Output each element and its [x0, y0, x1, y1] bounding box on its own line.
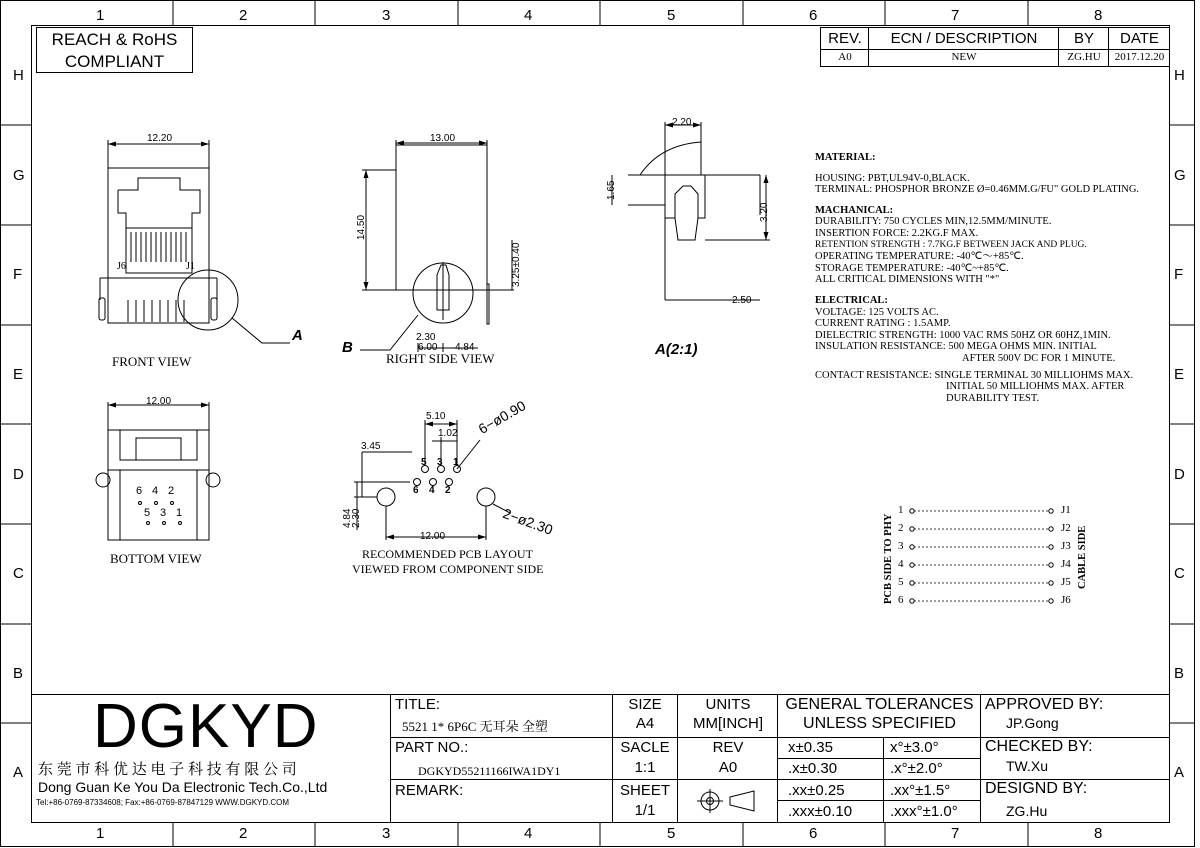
wire-right-j1: J1 [1061, 504, 1071, 516]
dim-detail-left: 1.65 [606, 180, 617, 200]
bottom-pin-4: 4 [152, 485, 159, 497]
ecn-value: NEW [951, 51, 977, 63]
callout-a: A [292, 327, 303, 344]
zone-col-7: 7 [951, 7, 960, 24]
sheet-value: 1/1 [634, 802, 656, 819]
rev-header: REV. [828, 30, 862, 47]
zone-col-4-bottom: 4 [524, 825, 533, 842]
note-durability: DURABILITY: 750 CYCLES MIN,12.5MM/MINUTE. [815, 216, 1052, 228]
wire-left-1: 1 [898, 504, 904, 516]
zone-row-c-right: C [1174, 565, 1185, 582]
note-insertion: INSERTION FORCE: 2.2KG.F MAX. [815, 227, 979, 239]
zone-row-h: H [13, 67, 24, 84]
size-label: SIZE [628, 696, 662, 713]
zone-row-d-right: D [1174, 466, 1185, 483]
wire-right-j6: J6 [1061, 594, 1071, 606]
dim-bottom-width: 12.00 [146, 396, 172, 407]
wiring-cable-side-label: CABLE SIDE [1077, 525, 1088, 589]
wiring-pcb-side-label: PCB SIDE TO PHY [883, 513, 894, 604]
pcb-pin-6: 6 [413, 485, 419, 496]
zone-col-6: 6 [809, 7, 818, 24]
front-label-j1: J1 [186, 261, 195, 272]
tolerances-title-2: UNLESS SPECIFIED [803, 715, 956, 732]
projection-symbol-icon [697, 789, 754, 813]
bottom-pin-6: 6 [136, 485, 143, 497]
note-contact-2: INITIAL 50 MILLIOHMS MAX. AFTER [946, 381, 1125, 393]
zone-col-7-bottom: 7 [951, 825, 960, 842]
bottom-view-drawing [96, 402, 220, 540]
dim-right-b2: 6.00 [418, 342, 438, 353]
pcb-pin-3: 3 [437, 457, 443, 468]
ecn-header: ECN / DESCRIPTION [890, 30, 1038, 47]
zone-row-a: A [13, 764, 24, 781]
dim-pcb-102: 1.02 [438, 428, 458, 439]
pcb-small-holes-note: 6−ø0.90 [475, 397, 529, 437]
bottom-pin-5: 5 [144, 507, 151, 519]
title-label: TITLE: [395, 696, 441, 713]
front-label-j6: J6 [117, 261, 126, 272]
pcb-layout-title-line1: RECOMMENDED PCB LAYOUT [362, 547, 533, 561]
zone-row-b-right: B [1174, 665, 1185, 682]
callout-b: B [342, 339, 353, 356]
note-dielectric: DIELECTRIC STRENGTH: 1000 VAC RMS 50HZ OR 60HZ,1MIN. [815, 329, 1111, 341]
bottom-pin-2: 2 [168, 485, 175, 497]
tolerance-linear-3: .xxx±0.10 [788, 803, 853, 820]
designed-value: ZG.Hu [1006, 803, 1048, 819]
dim-detail-top: 2.20 [672, 117, 692, 128]
bottom-pin-3: 3 [160, 507, 167, 519]
tolerance-angular-2: .xx°±1.5° [890, 782, 951, 799]
wire-right-j3: J3 [1061, 540, 1071, 552]
spec-notes [815, 152, 1139, 404]
right-side-view-title: RIGHT SIDE VIEW [386, 351, 495, 366]
wiring-diagram [914, 511, 1048, 601]
compliance-line2: COMPLIANT [64, 52, 165, 71]
dim-pcb-484: 4.84 [342, 508, 353, 528]
wire-right-j4: J4 [1061, 558, 1071, 570]
tolerance-linear-0: x±0.35 [788, 739, 833, 756]
wire-left-3: 3 [898, 540, 904, 552]
dim-right-b3: 4.84 [455, 342, 475, 353]
zone-col-1: 1 [96, 7, 105, 24]
note-critical: ALL CRITICAL DIMENSIONS WITH "*" [815, 274, 1000, 286]
zone-col-3-bottom: 3 [382, 825, 391, 842]
designed-label: DESIGND BY: [985, 780, 1088, 797]
dim-pcb-510: 5.10 [426, 411, 446, 422]
units-label: UNITS [705, 696, 751, 713]
tolerance-angular-3: .xxx°±1.0° [890, 803, 958, 820]
company-name-cn: 东 莞 市 科 优 达 电 子 科 技 有 限 公 司 [38, 762, 297, 778]
pcb-pin-4: 4 [429, 485, 435, 496]
zone-col-1-bottom: 1 [96, 825, 105, 842]
tolerances-title-1: GENERAL TOLERANCES [785, 696, 974, 713]
zone-row-d: D [13, 466, 24, 483]
bottom-pin-1: 1 [176, 507, 183, 519]
note-housing: HOUSING: PBT,UL94V-0,BLACK. [815, 172, 970, 184]
by-header: BY [1073, 30, 1094, 47]
front-view-title: FRONT VIEW [112, 354, 192, 369]
pcb-large-holes-note: 2−ø2.30 [500, 505, 555, 538]
approved-value: JP.Gong [1006, 715, 1059, 731]
pcb-layout-title-line2: VIEWED FROM COMPONENT SIDE [352, 562, 544, 576]
note-contact-1: CONTACT RESISTANCE: SINGLE TERMINAL 30 MILLIOHMS MAX. [815, 369, 1134, 381]
zone-row-h-right: H [1174, 67, 1185, 84]
note-terminal: TERMINAL: PHOSPHOR BRONZE Ø=0.46MM.G/FU" GOLD PLATING. [815, 184, 1140, 196]
wire-left-4: 4 [898, 558, 904, 570]
front-view-drawing [99, 140, 290, 343]
dim-pcb-345: 3.45 [361, 441, 381, 452]
detail-view-title: A(2:1) [655, 341, 698, 358]
material-heading: MATERIAL: [815, 152, 876, 163]
tolerance-angular-0: x°±3.0° [890, 739, 939, 756]
tolerance-angular-1: .x°±2.0° [890, 760, 943, 777]
zone-row-f-right: F [1174, 266, 1184, 283]
dim-detail-bottom: 2.50 [732, 295, 752, 306]
pcb-layout-drawing [351, 420, 510, 540]
zone-col-2: 2 [239, 7, 248, 24]
date-value: 2017.12.20 [1114, 51, 1165, 63]
right-side-view-drawing [360, 140, 514, 352]
electrical-heading: ELECTRICAL: [815, 294, 888, 306]
zone-row-e-right: E [1174, 366, 1185, 383]
dim-front-width: 12.20 [147, 133, 173, 144]
note-storage: STORAGE TEMPERATURE: -40℃~+85℃. [815, 262, 1009, 274]
date-header: DATE [1120, 30, 1159, 47]
rev-label: REV [712, 739, 744, 756]
rev-value: A0 [838, 51, 852, 63]
scale-label: SACLE [620, 739, 670, 756]
zone-col-2-bottom: 2 [239, 825, 248, 842]
sheet-label: SHEET [619, 782, 670, 799]
dim-right-offset: 3.25±0.40 [511, 242, 522, 287]
pcb-pin-5: 5 [421, 457, 427, 468]
checked-label: CHECKED BY: [985, 738, 1093, 755]
zone-col-8: 8 [1094, 7, 1103, 24]
wire-left-2: 2 [898, 522, 904, 534]
company-logo: DGKYD [93, 692, 319, 761]
dim-pcb-1200: 12.00 [420, 531, 446, 542]
note-insulation-2: AFTER 500V DC FOR 1 MINUTE. [962, 352, 1116, 364]
rev-value-tb: A0 [718, 759, 738, 776]
zone-col-6-bottom: 6 [809, 825, 818, 842]
note-insulation-1: INSULATION RESISTANCE: 500 MEGA OHMS MIN. INITIAL [815, 341, 1097, 353]
wire-left-6: 6 [898, 594, 904, 606]
wire-right-j2: J2 [1061, 522, 1071, 534]
dim-detail-right: 3.20 [759, 202, 770, 222]
dim-right-height: 14.50 [356, 214, 367, 240]
bottom-view-title: BOTTOM VIEW [110, 551, 202, 566]
zone-col-5-bottom: 5 [667, 825, 676, 842]
note-retention: RETENTION STRENGTH : 7.7KG.F BETWEEN JACK AND PLUG. [815, 239, 1087, 250]
zone-col-5: 5 [667, 7, 676, 24]
compliance-line1: REACH & RoHS [51, 30, 178, 49]
wire-right-j5: J5 [1061, 576, 1071, 588]
title-value: 5521 1* 6P6C 无耳朵 全塑 [402, 719, 548, 734]
part-no-value: DGKYD55211166IWA1DY1 [418, 764, 561, 778]
tolerance-linear-2: .xx±0.25 [788, 782, 845, 799]
by-value: ZG.HU [1067, 51, 1101, 63]
note-operating: OPERATING TEMPERATURE: -40℃～+85℃. [815, 251, 1024, 263]
zone-col-4: 4 [524, 7, 533, 24]
dim-pcb-230: 2.30 [351, 508, 362, 528]
scale-value: 1:1 [634, 759, 656, 776]
part-no-label: PART NO.: [395, 739, 469, 756]
units-value: MM[INCH] [693, 715, 763, 732]
zone-row-f: F [13, 266, 23, 283]
zone-row-g: G [13, 167, 25, 184]
tolerance-linear-1: .x±0.30 [788, 760, 838, 777]
zone-row-c: C [13, 565, 24, 582]
zone-col-8-bottom: 8 [1094, 825, 1103, 842]
pcb-pin-1: 1 [453, 457, 459, 468]
size-value: A4 [635, 715, 655, 732]
approved-label: APPROVED BY: [985, 696, 1104, 713]
mechanical-heading: MACHANICAL: [815, 204, 894, 216]
company-contact: Tel:+86-0769-87334608; Fax:+86-0769-87847129 WWW.DGKYD.COM [36, 798, 290, 807]
zone-row-e: E [13, 366, 24, 383]
zone-row-g-right: G [1174, 167, 1186, 184]
detail-view-drawing [612, 122, 770, 300]
company-name-en: Dong Guan Ke You Da Electronic Tech.Co.,Ltd [38, 779, 328, 795]
zone-row-b: B [13, 665, 24, 682]
pcb-pin-2: 2 [445, 485, 451, 496]
dim-right-b1: 2.30 [416, 332, 436, 343]
dim-right-width: 13.00 [430, 133, 456, 144]
checked-value: TW.Xu [1006, 758, 1049, 774]
note-current: CURRENT RATING : 1.5AMP. [815, 318, 951, 330]
note-contact-3: DURABILITY TEST. [946, 392, 1040, 404]
wire-left-5: 5 [898, 576, 904, 588]
remark-label: REMARK: [395, 782, 464, 799]
wiring-terminals [910, 509, 1053, 603]
note-voltage: VOLTAGE: 125 VOLTS AC. [815, 306, 939, 318]
zone-col-3: 3 [382, 7, 391, 24]
zone-row-a-right: A [1174, 764, 1185, 781]
